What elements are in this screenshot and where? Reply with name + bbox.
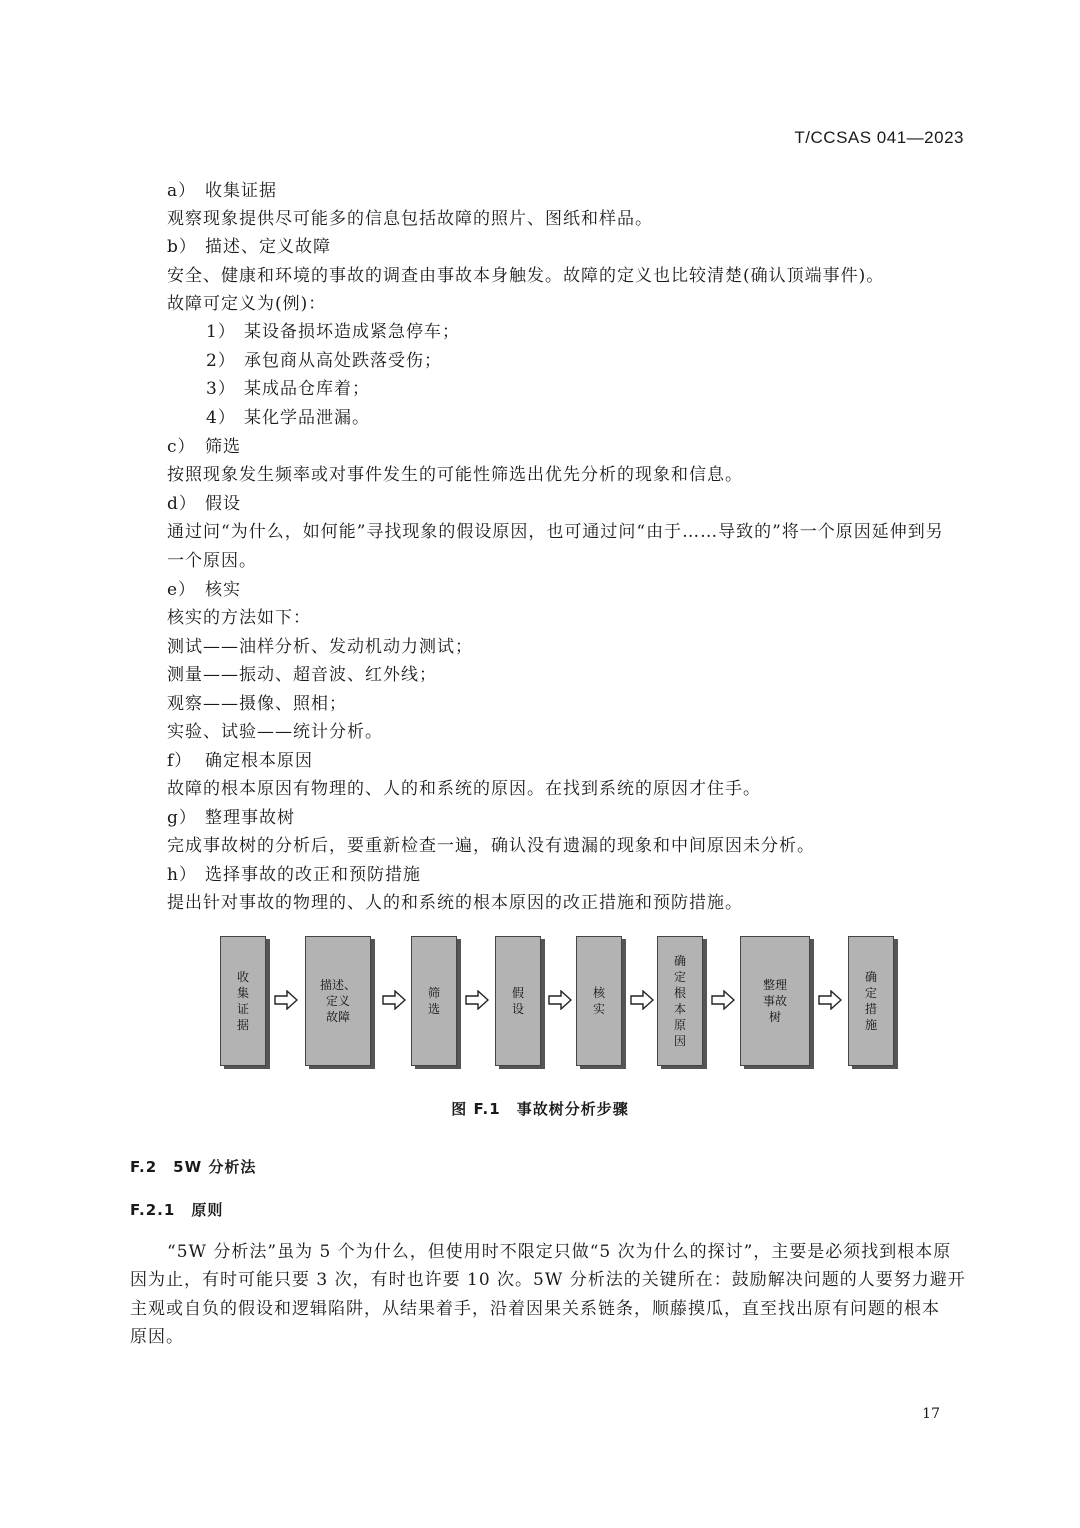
step-g-body: 完成事故树的分析后，要重新检查一遍，确认没有遗漏的现象和中间原因未分析。 xyxy=(167,836,815,856)
flow-box-define-fault: 描述、 定义 故障 xyxy=(305,936,371,1066)
figure-caption: 图 F.1 事故树分析步骤 xyxy=(451,1100,629,1118)
flow-box-hypothesis: 假 设 xyxy=(495,936,541,1066)
example-4: 4） 某化学品泄漏。 xyxy=(206,408,370,428)
example-2: 2） 承包商从高处跌落受伤； xyxy=(206,351,442,371)
flow-arrow-icon xyxy=(274,990,298,1010)
step-e-title: e） 核实 xyxy=(167,580,241,600)
fault-tree-flow-diagram xyxy=(220,936,900,1068)
step-g-title: g） 整理事故树 xyxy=(167,808,295,828)
step-a-body: 观察现象提供尽可能多的信息包括故障的照片、图纸和样品。 xyxy=(167,209,653,229)
doc-code: T/CCSAS 041—2023 xyxy=(794,128,964,147)
step-e-body-1: 核实的方法如下： xyxy=(167,608,311,628)
section-heading: F.2 5W 分析法 xyxy=(130,1158,257,1176)
step-e-body-3: 测量——振动、超音波、红外线； xyxy=(167,665,437,685)
step-d-body-2: 一个原因。 xyxy=(167,551,257,571)
flow-arrow-icon xyxy=(630,990,654,1010)
example-3: 3） 某成品仓库着； xyxy=(206,379,370,399)
step-d-title: d） 假设 xyxy=(167,494,241,514)
step-h-title: h） 选择事故的改正和预防措施 xyxy=(167,865,421,885)
flow-arrow-icon xyxy=(818,990,842,1010)
step-h-body: 提出针对事故的物理的、人的和系统的根本原因的改正措施和预防措施。 xyxy=(167,893,743,913)
paragraph-line-4: 原因。 xyxy=(130,1327,184,1347)
paragraph-line-3: 主观或自负的假设和逻辑陷阱，从结果着手，沿着因果关系链条，顺藤摸瓜，直至找出原有问题的根本 xyxy=(130,1299,940,1319)
flow-arrow-icon xyxy=(465,990,489,1010)
page-number: 17 xyxy=(922,1406,940,1422)
step-f-body: 故障的根本原因有物理的、人的和系统的原因。在找到系统的原因才住手。 xyxy=(167,779,761,799)
example-1: 1） 某设备损坏造成紧急停车； xyxy=(206,322,460,342)
step-f-title: f） 确定根本原因 xyxy=(167,751,313,771)
paragraph-line-1: “5W 分析法”虽为 5 个为什么，但使用时不限定只做“5 次为什么的探讨”，主要是必须找到根本原 xyxy=(167,1242,952,1262)
flow-arrow-icon xyxy=(711,990,735,1010)
step-e-body-2: 测试——油样分析、发动机动力测试； xyxy=(167,637,473,657)
flow-arrow-icon xyxy=(548,990,572,1010)
flow-arrow-icon xyxy=(382,990,406,1010)
step-e-body-4: 观察——摄像、照相； xyxy=(167,694,347,714)
flow-box-collect-evidence: 收 集 证 据 xyxy=(220,936,266,1066)
flow-box-measures: 确 定 措 施 xyxy=(848,936,894,1066)
subsection-heading: F.2.1 原则 xyxy=(130,1201,224,1219)
step-e-body-5: 实验、试验——统计分析。 xyxy=(167,722,383,742)
flow-box-organize-tree: 整理 事故 树 xyxy=(740,936,810,1066)
step-b-body-2: 故障可定义为(例)： xyxy=(167,294,327,314)
step-a-title: a） 收集证据 xyxy=(167,181,277,201)
step-b-title: b） 描述、定义故障 xyxy=(167,237,331,257)
step-c-body: 按照现象发生频率或对事件发生的可能性筛选出优先分析的现象和信息。 xyxy=(167,465,743,485)
step-b-body-1: 安全、健康和环境的事故的调查由事故本身触发。故障的定义也比较清楚(确认顶端事件)。 xyxy=(167,266,885,286)
step-c-title: c） 筛选 xyxy=(167,437,241,457)
flow-box-screen: 筛 选 xyxy=(411,936,457,1066)
flow-box-root-cause: 确 定 根 本 原 因 xyxy=(657,936,703,1066)
paragraph-line-2: 因为止，有时可能只要 3 次，有时也许要 10 次。5W 分析法的关键所在：鼓励解决问题的人要努力避开 xyxy=(130,1270,966,1290)
step-d-body-1: 通过问“为什么，如何能”寻找现象的假设原因，也可通过问“由于……导致的”将一个原因延伸到另 xyxy=(167,522,944,542)
flow-box-verify: 核 实 xyxy=(576,936,622,1066)
